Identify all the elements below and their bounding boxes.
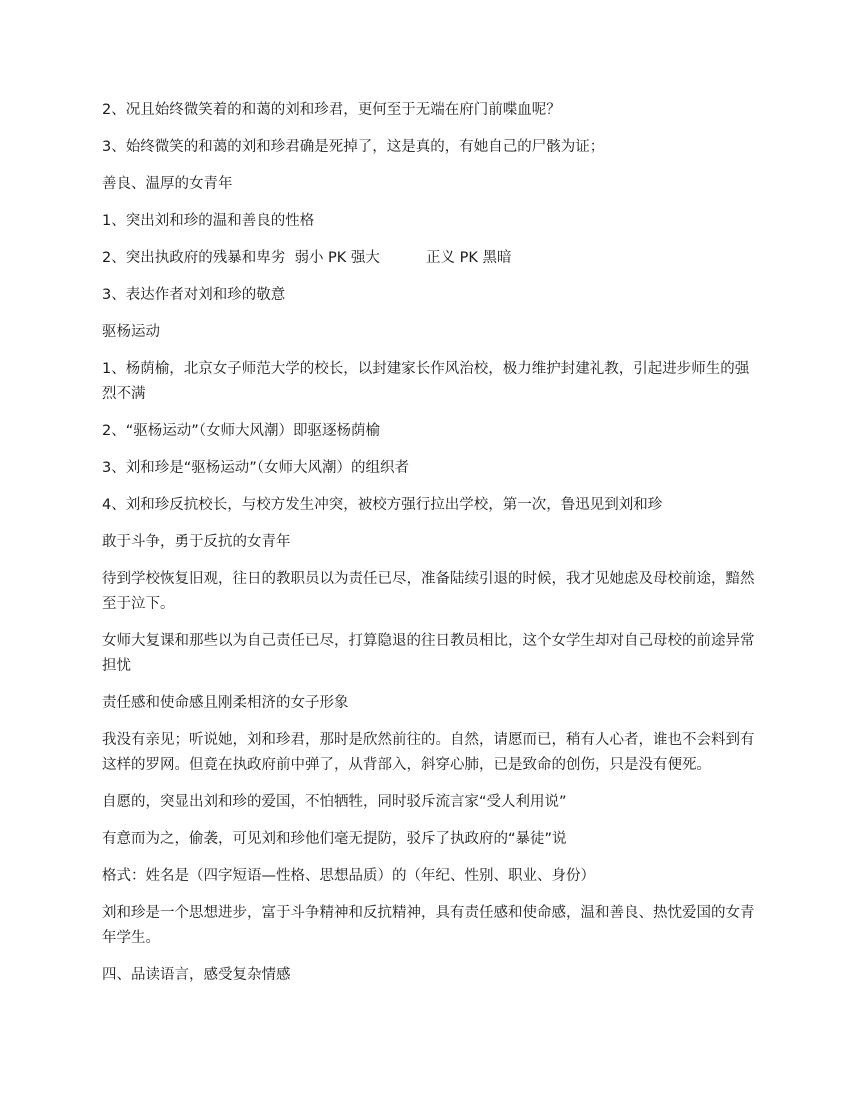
paragraph: 3、始终微笑的和蔼的刘和珍君确是死掉了，这是真的，有她自己的尸骸为证； [102, 139, 605, 155]
section-heading: 敢于斗争，勇于反抗的女青年 [102, 534, 291, 550]
section-heading: 驱杨运动 [102, 324, 160, 340]
section-heading: 四、品读语言，感受复杂情感 [102, 967, 291, 983]
paragraph: 4、刘和珍反抗校长，与校方发生冲突，被校方强行拉出学校，第一次，鲁迅见到刘和珍 [102, 497, 663, 513]
paragraph: 2、况且始终微笑着的和蔼的刘和珍君，更何至于无端在府门前喋血呢？ [102, 102, 561, 118]
paragraph: 刘和珍是一个思想进步，富于斗争精神和反抗精神，具有责任感和使命感，温和善良、热忱爱国的女青年学生。 [102, 905, 755, 946]
paragraph: 有意而为之，偷袭，可见刘和珍他们毫无提防，驳斥了执政府的“暴徒”说 [102, 831, 567, 847]
paragraph: 3、表达作者对刘和珍的敬意 [102, 287, 286, 303]
paragraph: 3、刘和珍是“驱杨运动”（女师大风潮）的组织者 [102, 460, 409, 476]
paragraph: 我没有亲见；听说她，刘和珍君，那时是欣然前往的。自然，请愿而已，稍有人心者，谁也不会料到有这样的罗网。但竟在执政府前中弹了，从背部入，斜穿心肺，已是致命的创伤，只是没有便死。 [102, 732, 755, 773]
document-body [102, 98, 762, 1000]
paragraph: 1、突出刘和珍的温和善良的性格 [102, 213, 315, 229]
section-heading: 善良、温厚的女青年 [102, 176, 233, 192]
section-heading: 责任感和使命感且刚柔相济的女子形象 [102, 695, 349, 711]
paragraph: 女师大复课和那些以为自己责任已尽，打算隐退的往日教员相比，这个女学生却对自己母校的前途异常担忧 [102, 633, 755, 674]
paragraph: 格式：姓名是（四字短语—性格、思想品质）的（年纪、性别、职业、身份） [102, 868, 595, 884]
paragraph: 2、突出执政府的残暴和卑劣 弱小 PK 强大 正义 PK 黑暗 [102, 250, 512, 266]
paragraph: 2、“驱杨运动”（女师大风潮）即驱逐杨荫榆 [102, 423, 380, 439]
paragraph: 自愿的，突显出刘和珍的爱国，不怕牺牲，同时驳斥流言家“受人利用说” [102, 794, 567, 810]
paragraph: 待到学校恢复旧观，往日的教职员以为责任已尽，准备陆续引退的时候，我才见她虑及母校前途，黯然至于泣下。 [102, 571, 755, 612]
paragraph: 1、杨荫榆，北京女子师范大学的校长，以封建家长作风治校，极力维护封建礼教，引起进步师生的强烈不满 [102, 361, 750, 402]
